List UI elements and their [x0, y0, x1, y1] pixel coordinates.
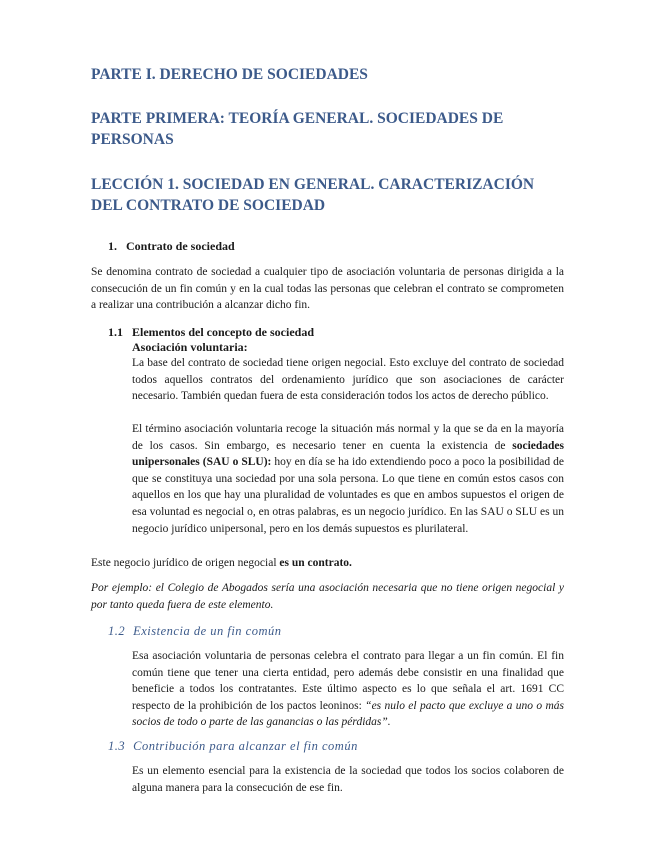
para2-before: El término asociación voluntaria recoge la situación más normal y la que se da en la mayoría de los casos. Sin embargo, es necesario tener en cuenta la existencia de: [132, 423, 564, 452]
section-1-1-heading: [108, 324, 314, 340]
heading-leccion: LECCIÓN 1. SOCIEDAD EN GENERAL. CARACTERIZACIÓN DEL CONTRATO DE SOCIEDAD: [91, 176, 535, 214]
paragraph-contribucion: Es un elemento esencial para la existencia de la sociedad que todos los socios colaboren de alguna manera para la consecución de ese fin.: [132, 765, 564, 794]
para2-bold: sociedades unipersonales (SAU o SLU):: [132, 439, 565, 469]
section-1-2-heading: [108, 623, 282, 639]
section-1-title: Contrato de sociedad: [126, 239, 235, 253]
heading-parte-primera: PARTE PRIMERA: TEORÍA GENERAL. SOCIEDADES DE PERSONAS: [91, 110, 504, 148]
paragraph-ejemplo: Por ejemplo: el Colegio de Abogados sería una asociación necesaria que no tiene origen negocial y por tanto queda fuera de este elemento.: [91, 582, 564, 611]
fin-comun-text: Esa asociación voluntaria de personas celebra el contrato para llegar a un fin común. El fin común tiene que tener una cierta entidad, pero además debe consistir en una finalidad que beneficie a todos los contratantes. Este último aspecto es lo que señala el art. 1691 CC: [132, 650, 564, 696]
fin-comun-quote: “es nulo el pacto que excluye a uno o más socios de todo o parte de las ganancias o las pérdidas”.: [132, 699, 565, 729]
paragraph-negocio-juridico: [91, 555, 564, 572]
section-1-2-number: 1.2: [108, 624, 126, 638]
section-1-3-title: Contribución para alcanzar el fin común: [133, 739, 358, 753]
fin-comun-prohibicion: respecto de la prohibición de los pactos leoninos:: [132, 699, 362, 712]
heading-parte-i: PARTE I. DERECHO DE SOCIEDADES: [91, 66, 368, 83]
section-1-2-title: Existencia de un fin común: [133, 624, 282, 638]
paragraph-fin-comun: [132, 648, 564, 731]
section-1-intro: Se denomina contrato de sociedad a cualquier tipo de asociación voluntaria de personas dirigida a la consecución de un fin común y en la cual todas las personas que celebran el contrato se comprometen a realizar una contribución a alcanzar dicho fin.: [91, 266, 564, 312]
section-1-heading: [108, 238, 235, 254]
negocio-before: Este negocio jurídico de origen negocial: [91, 557, 277, 569]
section-1-number: 1.: [108, 239, 117, 253]
section-1-3-number: 1.3: [108, 739, 126, 753]
paragraph-base-contrato: La base del contrato de sociedad tiene origen negocial. Esto excluye del contrato de sociedad todos aquellos contratos del ordenamiento jurídico que son asociaciones de carácter necesario. También quedan fuera de esta consideración todos los actos de derecho público.: [132, 357, 564, 403]
section-1-1-title: Elementos del concepto de sociedad: [132, 325, 314, 339]
section-1-1-number: 1.1: [108, 325, 123, 339]
para2-after: hoy en día se ha ido extendiendo poco a poco la posibilidad de que se constituya una sociedad por una sola persona. Lo que tiene en común estos casos con aquellos en los que hay una pluralidad de voluntades es que en ambos supuestos el origen de esa voluntad es negocial o, en otras palabras, es un negocio jurídico. En las SAU o SLU es un negocio jurídico unipersonal, pero en los demás supuestos es plurilateral.: [132, 456, 565, 535]
negocio-bold: es un contrato.: [279, 557, 352, 569]
paragraph-sociedades-unipersonales: [132, 421, 564, 537]
section-1-3-heading: [108, 738, 358, 754]
subtitle-asociacion-voluntaria: Asociación voluntaria:: [132, 340, 248, 354]
